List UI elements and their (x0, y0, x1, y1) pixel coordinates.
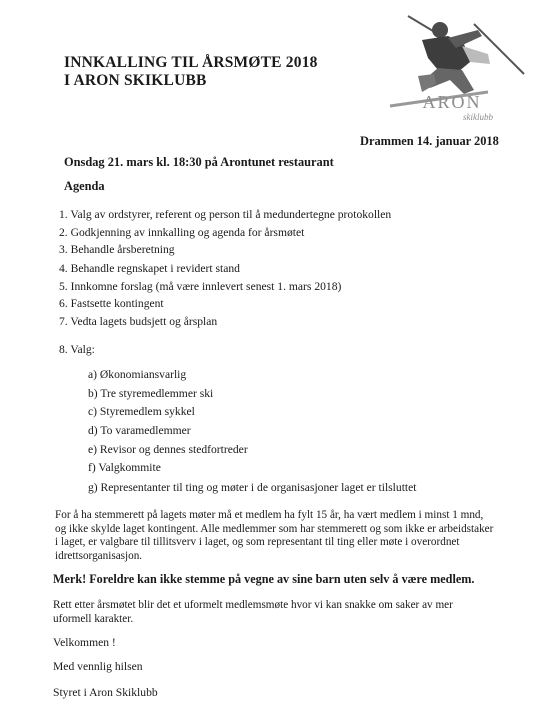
date-line: Drammen 14. januar 2018 (360, 134, 499, 148)
agenda-item: 8. Valg: (59, 343, 95, 356)
notice-text: Merk! Foreldre kan ikke stemme på vegne av sine barn uten selv å være medlem. (53, 572, 475, 586)
agenda-item: 4. Behandle regnskapet i revidert stand (59, 262, 240, 275)
agenda-item: 6. Fastsette kontingent (59, 297, 164, 310)
voting-rules-paragraph: For å ha stemmerett på lagets møter må et medlem ha fylt 15 år, ha vært medlem i minst 1 mnd, og ikke skylde laget kontingent. Alle medlemmer som har stemmerett og som ikke er arbeidstaker i laget, er valgbare til tillitsverv i laget, og som representant til ting eller møte i overordnet idrettsorganisasjon. (55, 509, 494, 562)
skier-logo-icon (378, 10, 526, 124)
signature-text: Styret i Aron Skiklubb (53, 686, 158, 699)
meeting-line: Onsdag 21. mars kl. 18:30 på Arontunet restaurant (64, 155, 334, 169)
logo-name: ARON (422, 92, 482, 112)
logo-tagline: skiklubb (463, 112, 493, 122)
election-item: a) Økonomiansvarlig (88, 368, 187, 381)
election-item: b) Tre styremedlemmer ski (88, 387, 214, 400)
agenda-heading: Agenda (64, 179, 105, 193)
election-item: e) Revisor og dennes stedfortreder (88, 443, 248, 456)
aron-skiklubb-logo (378, 10, 526, 124)
title-line-2: I ARON SKIKLUBB (64, 72, 207, 89)
greeting-text: Med vennlig hilsen (53, 660, 143, 673)
agenda-item: 1. Valg av ordstyrer, referent og person til å medundertegne protokollen (59, 208, 392, 221)
election-item: f) Valgkommite (88, 461, 161, 474)
agenda-item: 2. Godkjenning av innkalling og agenda for årsmøtet (59, 226, 305, 239)
welcome-text: Velkommen ! (53, 636, 116, 649)
election-item: d) To varamedlemmer (88, 424, 191, 437)
after-meeting-paragraph: Rett etter årsmøtet blir det et uformelt medlemsmøte hvor vi kan snakke om saker av mer uformell karakter. (53, 599, 453, 625)
agenda-item: 5. Innkomne forslag (må være innlevert senest 1. mars 2018) (59, 280, 342, 293)
agenda-item: 3. Behandle årsberetning (59, 243, 175, 256)
title-line-1: INNKALLING TIL ÅRSMØTE 2018 (64, 54, 318, 71)
agenda-item: 7. Vedta lagets budsjett og årsplan (59, 315, 218, 328)
election-item: g) Representanter til ting og møter i de organisasjoner laget er tilsluttet (88, 481, 417, 494)
election-item: c) Styremedlem sykkel (88, 405, 195, 418)
